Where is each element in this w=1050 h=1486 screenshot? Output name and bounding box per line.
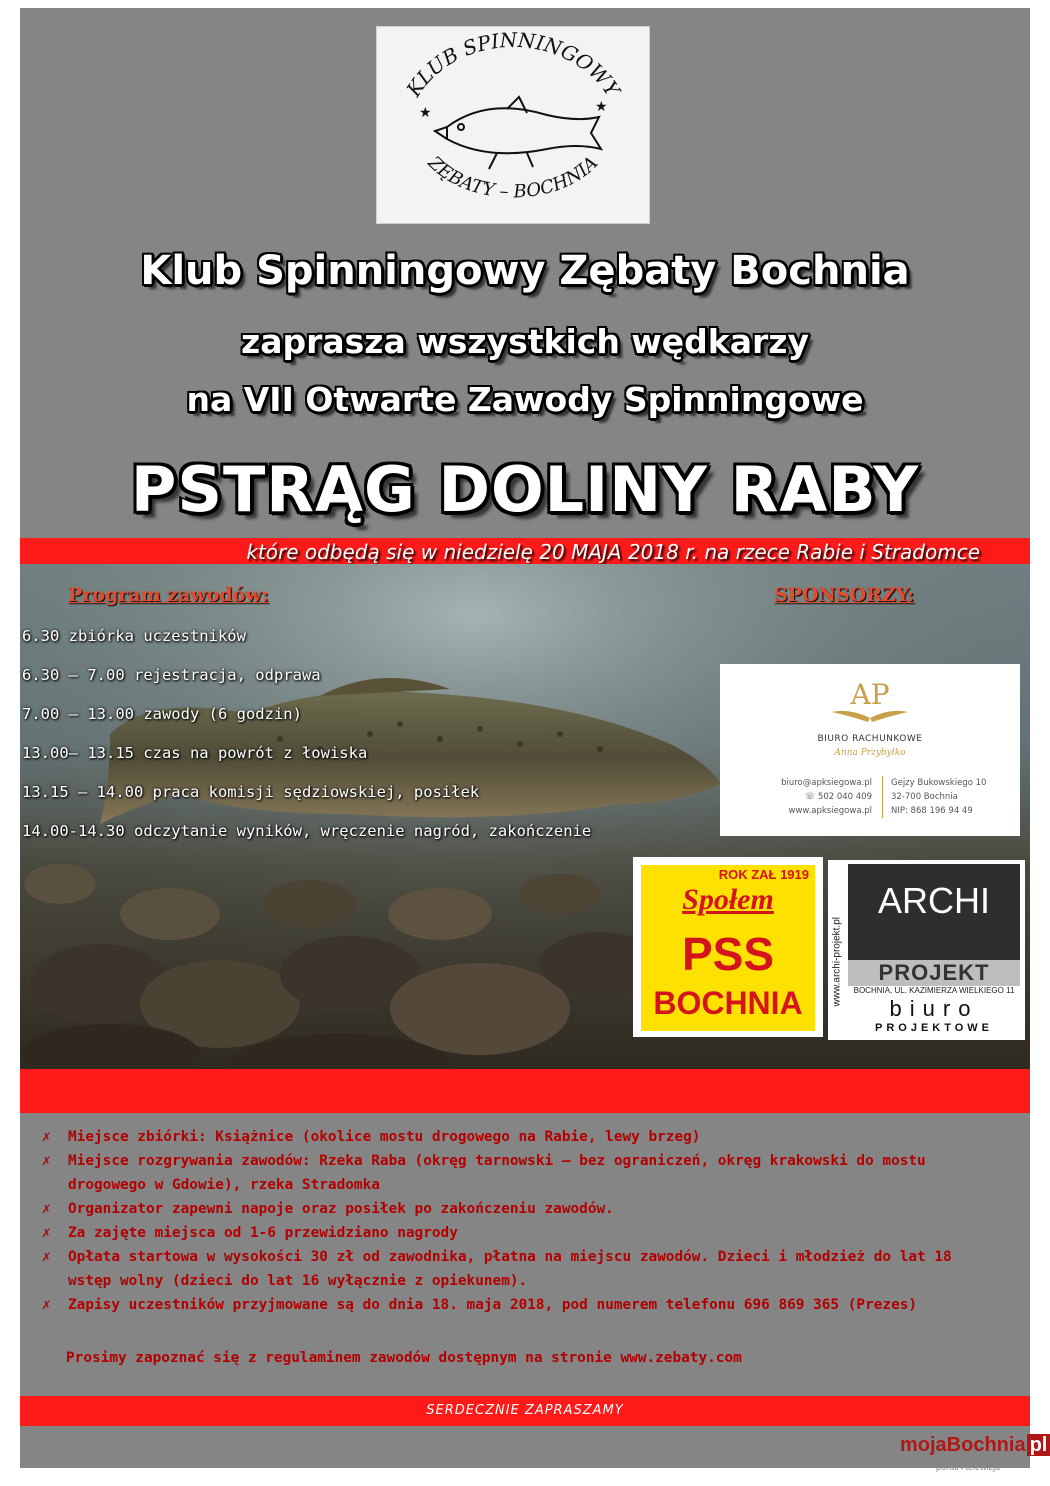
pss-yellow-panel <box>641 865 815 1031</box>
cross-bullet-icon: ✗ <box>42 1249 51 1265</box>
pss-year: ROK ZAŁ 1919 <box>718 867 809 882</box>
ap-street: Gejzy Bukowskiego 10 <box>891 778 987 788</box>
ap-city: 32-700 Bochnia <box>891 792 958 802</box>
watermark-brand: mojaBochnia <box>900 1434 1026 1456</box>
archi-projektowe: PROJEKTOWE <box>874 1022 994 1034</box>
sponsor-archi-logo <box>828 860 1025 1040</box>
watermark-tagline: portal i telewizja <box>936 1462 1001 1472</box>
logo-arc-top: KLUB SPINNINGOWY <box>401 27 625 101</box>
logo-arc-bottom: ZĘBATY – BOCHNIA <box>423 152 603 203</box>
sponsor-pss-logo <box>633 857 823 1037</box>
svg-text:★: ★ <box>419 105 432 121</box>
program-title: Program zawodów: <box>68 584 269 606</box>
info-item-text: Opłata startowa w wysokości 30 zł od zawodnika, płatna na miejscu zawodów. Dzieci i młodzież do lat 18 wstęp wolny (dzieci do lat 16 wyłącznie z opiekunem). <box>68 1249 952 1289</box>
watermark-logo <box>900 1434 1050 1457</box>
ap-monogram: AP <box>850 678 890 711</box>
ap-phone-row <box>760 790 872 804</box>
club-logo <box>376 26 650 224</box>
ap-company-name: BIURO RACHUNKOWE <box>817 734 923 744</box>
invitation-line: zaprasza wszystkich wędkarzy <box>240 322 809 361</box>
trout-photo-section <box>20 564 1030 1069</box>
watermark-suffix: pl <box>1027 1434 1050 1456</box>
archi-projekt: PROJEKT <box>848 960 1020 986</box>
info-item <box>42 1245 1002 1293</box>
cross-bullet-icon: ✗ <box>42 1225 51 1241</box>
cross-bullet-icon: ✗ <box>42 1129 51 1145</box>
info-item-text: Za zajęte miejsca od 1-6 przewidziano nagrody <box>68 1225 458 1241</box>
archi-dark-box <box>848 864 1020 960</box>
svg-text:★: ★ <box>595 99 608 115</box>
pss-brand: Społem <box>682 883 774 916</box>
program-item: 6.30 – 7.00 rejestracja, odprawa <box>22 666 321 684</box>
ap-nip: NIP: 868 196 94 49 <box>891 806 973 816</box>
pss-city: BOCHNIA <box>653 985 803 1021</box>
svg-text:ZĘBATY – BOCHNIA <box>423 152 602 203</box>
program-item: 7.00 – 13.00 zawody (6 godzin) <box>22 705 302 723</box>
program-item: 6.30 zbiórka uczestników <box>22 627 246 645</box>
club-name-heading: Klub Spinningowy Zębaty Bochnia <box>140 248 910 294</box>
info-item <box>42 1221 1002 1245</box>
sponsors-title: SPONSORZY: <box>774 584 915 606</box>
pss-name: PSS <box>681 928 775 980</box>
competition-line: na VII Otwarte Zawody Spinningowe <box>186 380 864 419</box>
info-list <box>42 1125 1002 1317</box>
cross-bullet-icon: ✗ <box>42 1153 51 1169</box>
archi-biuro: biuro <box>889 996 979 1021</box>
archi-website: www.archi-projekt.pl <box>831 917 843 1007</box>
ap-phone: 502 040 409 <box>817 792 872 802</box>
program-item: 14.00-14.30 odczytanie wyników, wręczenie nagród, zakończenie <box>22 822 592 840</box>
program-item: 13.00– 13.15 czas na powrót z łowiska <box>22 744 368 762</box>
phone-icon: ☏ <box>804 792 818 802</box>
cross-bullet-icon: ✗ <box>42 1201 51 1217</box>
info-item-text: Miejsce zbiórki: Książnice (okolice mostu drogowego na Rabie, lewy brzeg) <box>68 1129 701 1145</box>
program-item: 13.15 – 14.00 praca komisji sędziowskiej, posiłek <box>22 783 480 801</box>
info-item-text: Organizator zapewni napoje oraz posiłek po zakończeniu zawodów. <box>68 1201 614 1217</box>
info-item <box>42 1197 1002 1221</box>
ap-person: Anna Przybyłko <box>834 748 906 758</box>
info-item <box>42 1125 1002 1149</box>
ap-address <box>882 776 1021 818</box>
cross-bullet-icon: ✗ <box>42 1297 51 1313</box>
svg-text:KLUB SPINNINGOWY <box>401 28 626 103</box>
red-divider <box>20 1069 1030 1113</box>
wings-icon <box>830 708 910 726</box>
info-item-text: Miejsce rozgrywania zawodów: Rzeka Raba (okręg tarnowski – bez ograniczeń, okręg krakowski do mostu drogowego w Gdowie), rzeka Stradomka <box>68 1153 926 1193</box>
archi-word: ARCHI <box>877 880 990 921</box>
program-list <box>20 626 591 860</box>
pike-fish-logo-icon <box>377 27 649 223</box>
event-title: PSTRĄG DOLINY RABY <box>130 453 920 526</box>
archi-address: BOCHNIA, UL. KAZIMIERZA WIELKIEGO 11 <box>853 986 1015 995</box>
info-item <box>42 1293 1002 1317</box>
rules-note: Prosimy zapoznać się z regulaminem zawodów dostępnym na stronie www.zebaty.com <box>66 1350 742 1366</box>
ap-web: www.apksiegowa.pl <box>788 806 872 816</box>
event-date-line: które odbędą się w niedzielę 20 MAJA 2018 r. na rzece Rabie i Stradomce <box>246 540 980 564</box>
poster <box>20 8 1030 1468</box>
closing-banner: SERDECZNIE ZAPRASZAMY <box>20 1396 1030 1426</box>
info-item-text: Zapisy uczestników przyjmowane są do dnia 18. maja 2018, pod numerem telefonu 696 869 365 (Prezes) <box>68 1297 918 1313</box>
info-item <box>42 1149 1002 1197</box>
ap-contact <box>760 776 872 818</box>
sponsor-ap-card <box>720 664 1020 836</box>
ap-email: biuro@apksiegowa.pl <box>781 778 872 788</box>
